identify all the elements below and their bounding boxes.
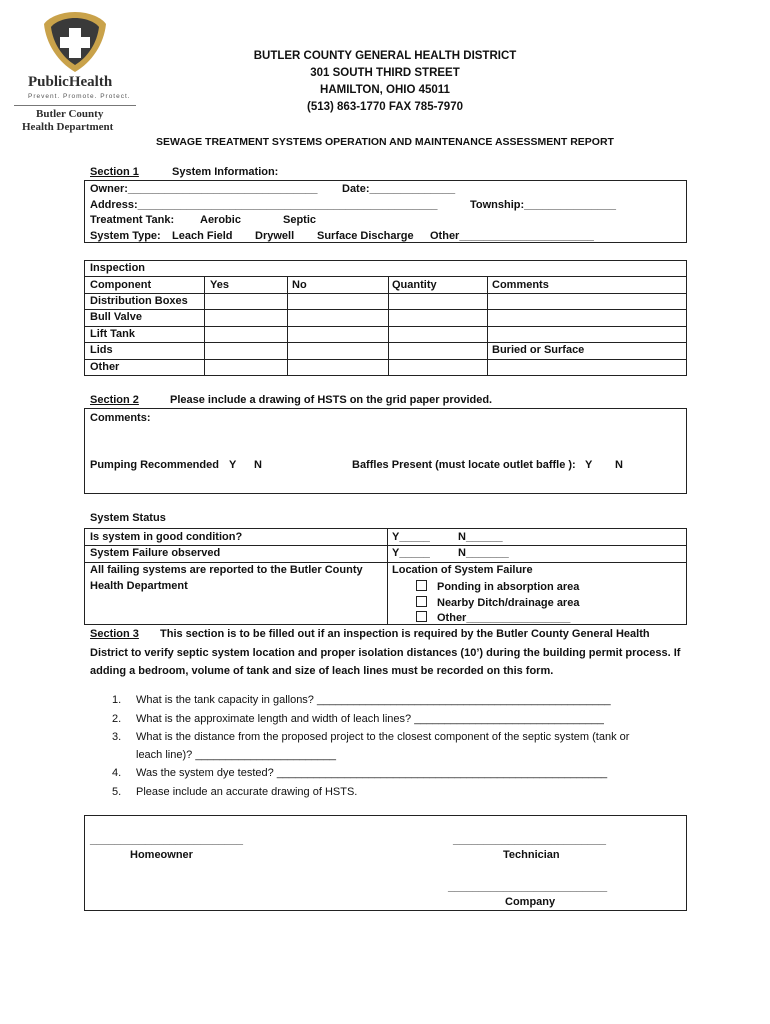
question-number: 2. [112,713,122,725]
inspection-row-rule [84,326,686,327]
pumping-yes-option[interactable]: Y [229,459,237,471]
question-text: What is the tank capacity in gallons? ________________________________________________ [136,694,611,706]
comments-field[interactable]: Comments: [90,412,151,424]
checkbox-icon[interactable] [416,580,427,591]
status-col-rule [387,528,388,625]
header-line-1: BUTLER COUNTY GENERAL HEALTH DISTRICT [253,50,517,62]
list-item[interactable] [112,731,629,743]
failure-observed-question: System Failure observed [90,547,221,559]
good-condition-question: Is system in good condition? [90,531,243,543]
section1-title: System Information: [172,166,279,178]
baffles-present-label: Baffles Present (must locate outlet baffle ): [352,459,576,471]
baffles-yes-option[interactable]: Y [585,459,593,471]
signature-box [84,815,687,911]
date-field[interactable]: Date:______________ [342,183,456,195]
logo-brand: PublicHealth [28,74,113,90]
list-item[interactable] [112,786,357,798]
pumping-no-option[interactable]: N [254,459,262,471]
homeowner-signature-line[interactable]: _________________________ [90,834,243,846]
header-line-4: (513) 863-1770 FAX 785-7970 [307,101,463,113]
failing-systems-note-2: Health Department [90,580,188,592]
checkbox-icon[interactable] [416,596,427,607]
location-other-checkbox[interactable] [416,611,570,624]
failure-observed-yes-field[interactable]: Y_____ [392,547,430,559]
question-text: leach line)? _______________________ [136,749,337,761]
question-text: What is the approximate length and width of leach lines? _______________________________ [136,713,604,725]
inspection-row-rule [84,342,686,343]
list-item[interactable] [112,694,611,706]
public-health-cross-shield-icon [10,8,140,78]
good-condition-yes-field[interactable]: Y_____ [392,531,430,543]
component-bull-valve: Bull Valve [90,311,142,323]
inspection-header-no: No [292,279,307,291]
question-text: Was the system dye tested? ______________________________________________________ [136,767,608,779]
homeowner-label: Homeowner [130,849,193,861]
question-number: 3. [112,731,122,743]
district-header [190,48,580,116]
location-ponding-label: Ponding in absorption area [437,581,580,593]
location-ditch-checkbox[interactable] [416,596,579,609]
failing-systems-note-1: All failing systems are reported to the Butler County [90,564,363,576]
list-item[interactable] [112,713,604,725]
section2-title: Please include a drawing of HSTS on the grid paper provided. [170,394,493,406]
baffles-no-option[interactable]: N [615,459,623,471]
inspection-header-quantity: Quantity [392,279,437,291]
technician-label: Technician [503,849,560,861]
township-field[interactable]: Township:_______________ [470,199,616,211]
component-distribution-boxes: Distribution Boxes [90,295,188,307]
location-other-label: Other_________________ [437,612,571,624]
type-option-drywell[interactable]: Drywell [255,230,295,242]
logo-org-line2: Health Department [22,121,114,133]
inspection-row-rule [84,309,686,310]
component-other: Other [90,361,120,373]
technician-signature-line[interactable]: _________________________ [453,834,606,846]
inspection-row-rule [84,359,686,360]
company-label: Company [505,896,556,908]
component-lids: Lids [90,344,113,356]
inspection-header-comments: Comments [492,279,549,291]
header-line-2: 301 SOUTH THIRD STREET [310,67,460,79]
type-option-surface-discharge[interactable]: Surface Discharge [317,230,414,242]
inspection-title: Inspection [90,262,146,274]
company-signature-line[interactable]: __________________________ [448,881,608,893]
address-field[interactable]: Address:_________________________________________________ [90,199,438,211]
inspection-header-yes: Yes [210,279,229,291]
report-title: SEWAGE TREATMENT SYSTEMS OPERATION AND MAINTENANCE ASSESSMENT REPORT [156,136,614,148]
system-status-title: System Status [90,512,166,524]
header-line-3: HAMILTON, OHIO 45011 [320,84,450,96]
pumping-recommended-label: Pumping Recommended [90,459,219,471]
section2-label: Section 2 [90,394,139,406]
section1-label: Section 1 [90,166,139,178]
tank-option-septic[interactable]: Septic [283,214,317,226]
type-option-other[interactable]: Other______________________ [430,230,594,242]
question-number: 5. [112,786,122,798]
lids-comment: Buried or Surface [492,344,585,356]
treatment-tank-label: Treatment Tank: [90,214,175,226]
inspection-row-rule [84,276,686,277]
location-ditch-label: Nearby Ditch/drainage area [437,597,580,609]
checkbox-icon[interactable] [416,611,427,622]
component-lift-tank: Lift Tank [90,328,136,340]
system-type-label: System Type: [90,230,161,242]
logo [10,8,140,133]
list-item[interactable] [112,767,607,779]
question-number: 4. [112,767,122,779]
section3-text-3: adding a bedroom, volume of tank and size of leach lines must be recorded on this form. [90,665,554,677]
tank-option-aerobic[interactable]: Aerobic [200,214,241,226]
logo-tagline: Prevent. Promote. Protect. [28,93,131,100]
section3-text-2: District to verify septic system location and proper isolation distances (10’) during the building permit process. If [90,647,681,659]
question-number: 1. [112,694,122,706]
question-text: What is the distance from the proposed project to the closest component of the septic system (tank or [136,731,630,743]
status-row-rule [84,545,686,546]
section3-label: Section 3 [90,628,139,640]
owner-field[interactable]: Owner:_______________________________ [90,183,318,195]
failure-location-title: Location of System Failure [392,564,533,576]
failure-observed-no-field[interactable]: N_______ [458,547,509,559]
logo-org-line1: Butler County [36,108,104,120]
good-condition-no-field[interactable]: N______ [458,531,503,543]
list-item[interactable] [112,749,336,761]
type-option-leach-field[interactable]: Leach Field [172,230,233,242]
question-text: Please include an accurate drawing of HSTS. [136,786,358,798]
logo-divider [14,105,136,106]
status-row-rule [84,562,686,563]
inspection-header-component: Component [90,279,152,291]
section3-text-1: This section is to be filled out if an inspection is required by the Butler County General Health [160,628,650,640]
section2-box [84,408,687,494]
inspection-row-rule [84,293,686,294]
location-ponding-checkbox[interactable] [416,580,579,593]
